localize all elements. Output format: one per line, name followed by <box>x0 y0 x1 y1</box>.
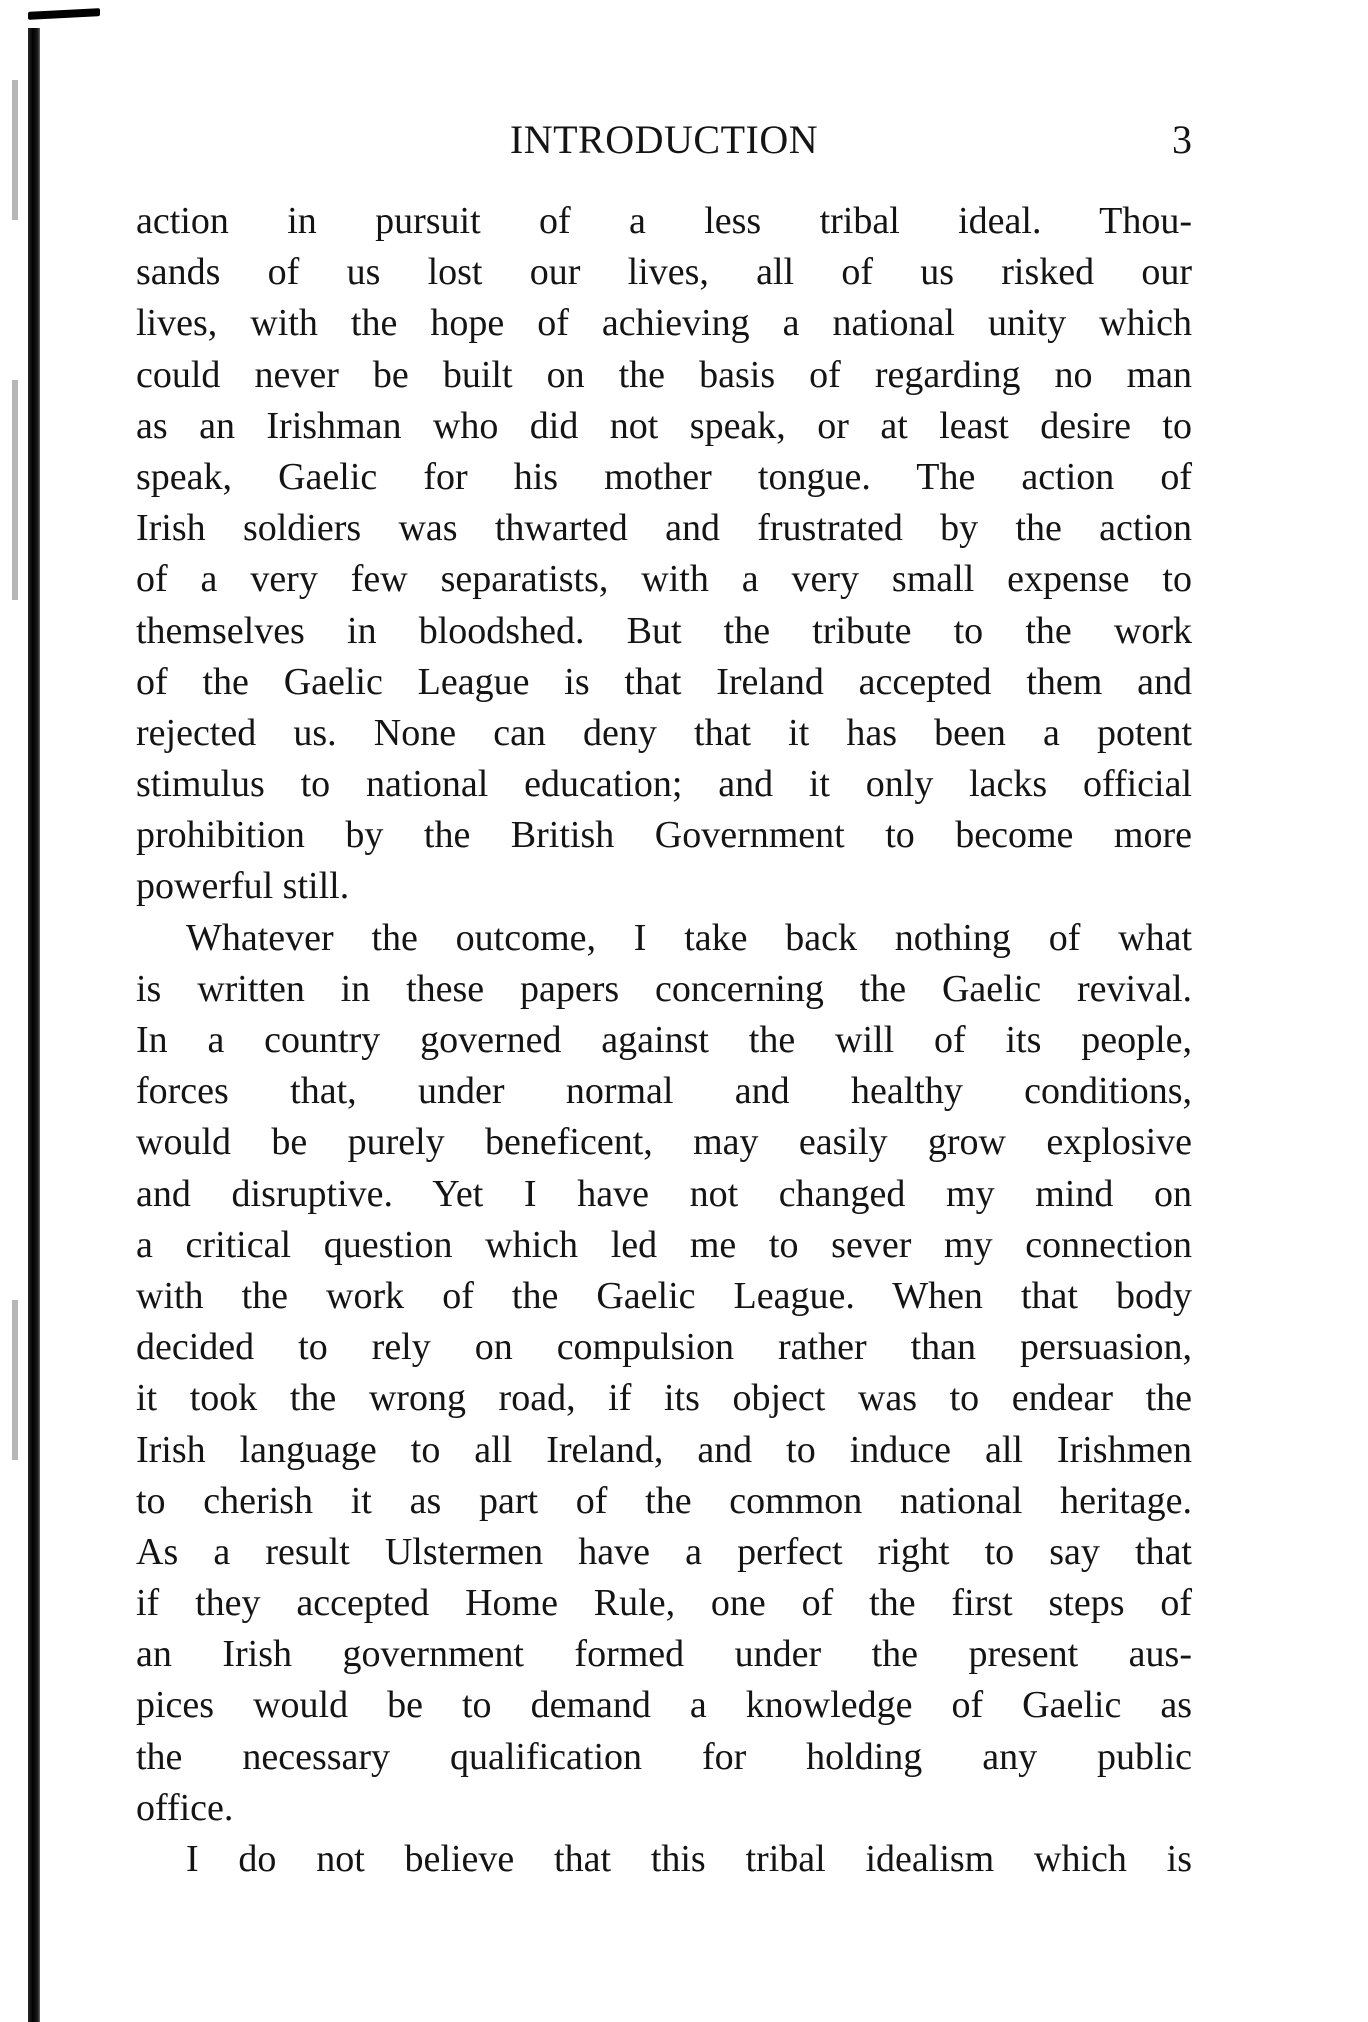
body-text <box>136 196 1192 1885</box>
text-line: lives, with the hope of achieving a national unity which <box>136 302 1192 345</box>
text-line: Irish soldiers was thwarted and frustrated by the action <box>136 507 1192 550</box>
scan-artifact <box>12 80 18 220</box>
page-number: 3 <box>1172 117 1192 162</box>
text-line: As a result Ulstermen have a perfect right to say that <box>136 1530 1192 1573</box>
chapter-title: INTRODUCTION <box>509 117 819 162</box>
text-line: pices would be to demand a knowledge of Gaelic as <box>136 1684 1192 1727</box>
text-line: sands of us lost our lives, all of us risked our <box>136 251 1192 294</box>
binding-edge-top <box>28 8 100 20</box>
text-line: powerful still. <box>136 865 350 908</box>
text-line: In a country governed against the will of its people, <box>136 1019 1192 1061</box>
scan-artifact <box>12 380 18 600</box>
text-line: decided to rely on compulsion rather than persuasion, <box>136 1326 1192 1369</box>
text-line: as an Irishman who did not speak, or at least desire to <box>136 404 1192 447</box>
running-head <box>136 110 1192 170</box>
text-line: with the work of the Gaelic League. When that body <box>136 1274 1192 1317</box>
text-line: office. <box>136 1786 234 1829</box>
text-line: stimulus to national education; and it only lacks official <box>136 763 1192 806</box>
text-line: action in pursuit of a less tribal ideal. Thou- <box>136 200 1192 242</box>
scan-artifact <box>12 1300 18 1460</box>
text-line: rejected us. None can deny that it has been a potent <box>136 711 1192 754</box>
text-line: of the Gaelic League is that Ireland accepted them and <box>136 660 1192 703</box>
text-line: themselves in bloodshed. But the tribute to the work <box>136 609 1192 652</box>
text-line: the necessary qualification for holding any public <box>136 1735 1192 1778</box>
text-line: would be purely beneficent, may easily grow explosive <box>136 1121 1192 1164</box>
text-line: of a very few separatists, with a very small expense to <box>136 558 1192 601</box>
text-line: it took the wrong road, if its object was to endear the <box>136 1377 1192 1420</box>
text-line: an Irish government formed under the present aus- <box>136 1633 1192 1676</box>
text-line: and disruptive. Yet I have not changed my mind on <box>136 1172 1192 1215</box>
text-line: Irish language to all Ireland, and to induce all Irishmen <box>136 1428 1192 1471</box>
text-line: if they accepted Home Rule, one of the first steps of <box>136 1582 1192 1625</box>
text-line: a critical question which led me to sever my connection <box>136 1223 1192 1266</box>
text-line: prohibition by the British Government to become more <box>136 814 1192 857</box>
text-line: forces that, under normal and healthy conditions, <box>136 1070 1192 1113</box>
text-line: Whatever the outcome, I take back nothing of what <box>186 916 1192 959</box>
text-line: is written in these papers concerning the Gaelic revival. <box>136 967 1192 1010</box>
text-line: to cherish it as part of the common national heritage. <box>136 1479 1192 1522</box>
text-line: could never be built on the basis of regarding no man <box>136 353 1192 396</box>
binding-edge <box>28 28 40 2022</box>
text-line: speak, Gaelic for his mother tongue. The action of <box>136 455 1192 498</box>
text-line: I do not believe that this tribal idealism which is <box>186 1838 1192 1880</box>
